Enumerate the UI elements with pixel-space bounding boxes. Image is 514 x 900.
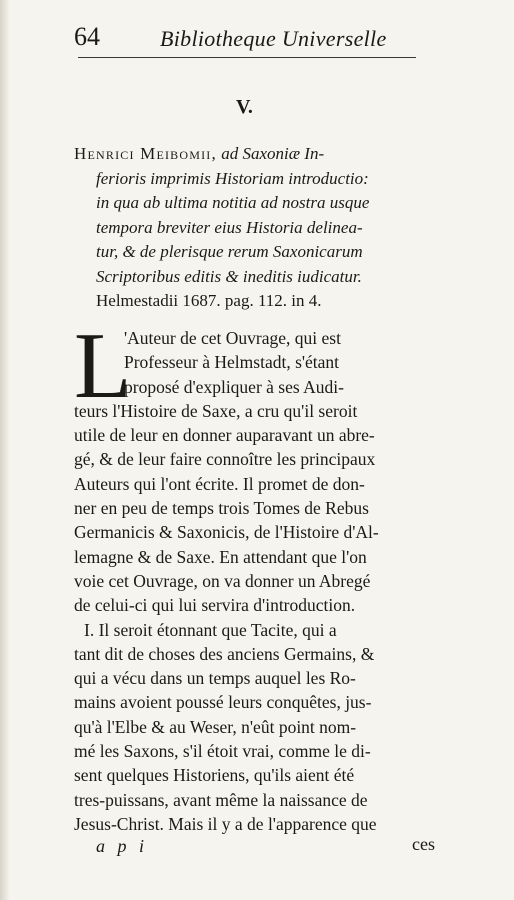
citation-line — [74, 167, 444, 192]
citation-line — [74, 191, 444, 216]
citation-title-line: Scriptoribus editis & ineditis iudicatur. — [96, 266, 362, 286]
text-line: I. Il seroit étonnant que Tacite, qui a — [84, 619, 337, 640]
text-line: qui a vécu dans un temps auquel les Ro- — [74, 668, 356, 689]
citation-author: Henrici Meibomii, — [74, 144, 217, 163]
text-line: ner en peu de temps trois Tomes de Rebus — [74, 498, 369, 519]
text-line: utile de leur en donner auparavant un abre- — [74, 425, 375, 446]
text-line: Jesus-Christ. Mais il y a de l'apparence que — [74, 813, 377, 834]
text-line: voie cet Ouvrage, on va donner un Abregé — [74, 570, 371, 591]
page-gutter-shadow — [0, 0, 10, 900]
text-line: proposé d'expliquer à ses Audi- — [124, 376, 344, 397]
page-number: 64 — [74, 22, 100, 51]
citation-imprint: Helmestadii 1687. pag. 112. in 4. — [96, 291, 322, 310]
signature-mark: a p i — [96, 836, 149, 856]
citation-title-line: in qua ab ultima notitia ad nostra usque — [96, 193, 370, 212]
running-title: Bibliotheque Universelle — [160, 26, 387, 51]
text-line: sent quelques Historiens, qu'ils aient été — [74, 765, 355, 786]
text-line: de celui-ci qui lui servira d'introduction. — [74, 595, 356, 616]
text-line: Germanicis & Saxonicis, de l'Histoire d'Al- — [74, 522, 379, 543]
citation-line — [74, 240, 444, 265]
section-number: V. — [236, 96, 253, 118]
text-line: mains avoient poussé leurs conquêtes, jus- — [74, 692, 372, 713]
page-header — [74, 18, 414, 54]
text-line: Professeur à Helmstadt, s'étant — [124, 352, 340, 373]
body-text — [74, 314, 450, 836]
citation-line — [74, 142, 444, 167]
text-line: qu'à l'Elbe & au Weser, n'eût point nom- — [74, 716, 357, 737]
citation-line — [74, 265, 444, 290]
text-line: tant dit de choses des anciens Germains, & — [74, 643, 375, 664]
text-line: 'Auteur de cet Ouvrage, qui est — [124, 328, 341, 348]
catchword: ces — [412, 834, 435, 854]
header-rule — [78, 57, 416, 58]
text-line: gé, & de leur faire connoître les principaux — [74, 449, 376, 470]
citation-title-line: tur, & de plerisque rerum Saxonicarum — [96, 242, 363, 261]
drop-cap: L — [74, 314, 132, 418]
citation-line — [74, 216, 444, 241]
citation-title-line: tempora breviter eius Historia delinea- — [96, 217, 363, 237]
book-citation — [74, 142, 444, 314]
text-line: teurs l'Histoire de Saxe, a cru qu'il seroit — [74, 400, 358, 421]
citation-title-line: ad Saxoniæ In- — [221, 144, 325, 163]
text-line: tres-puissans, avant même la naissance de — [74, 789, 368, 810]
text-line: lemagne & de Saxe. En attendant que l'on — [74, 546, 367, 567]
text-line: mé les Saxons, s'il étoit vrai, comme le di- — [74, 741, 371, 762]
text-line: Auteurs qui l'ont écrite. Il promet de don- — [74, 473, 365, 494]
citation-title-line: ferioris imprimis Historiam introductio: — [96, 168, 369, 188]
